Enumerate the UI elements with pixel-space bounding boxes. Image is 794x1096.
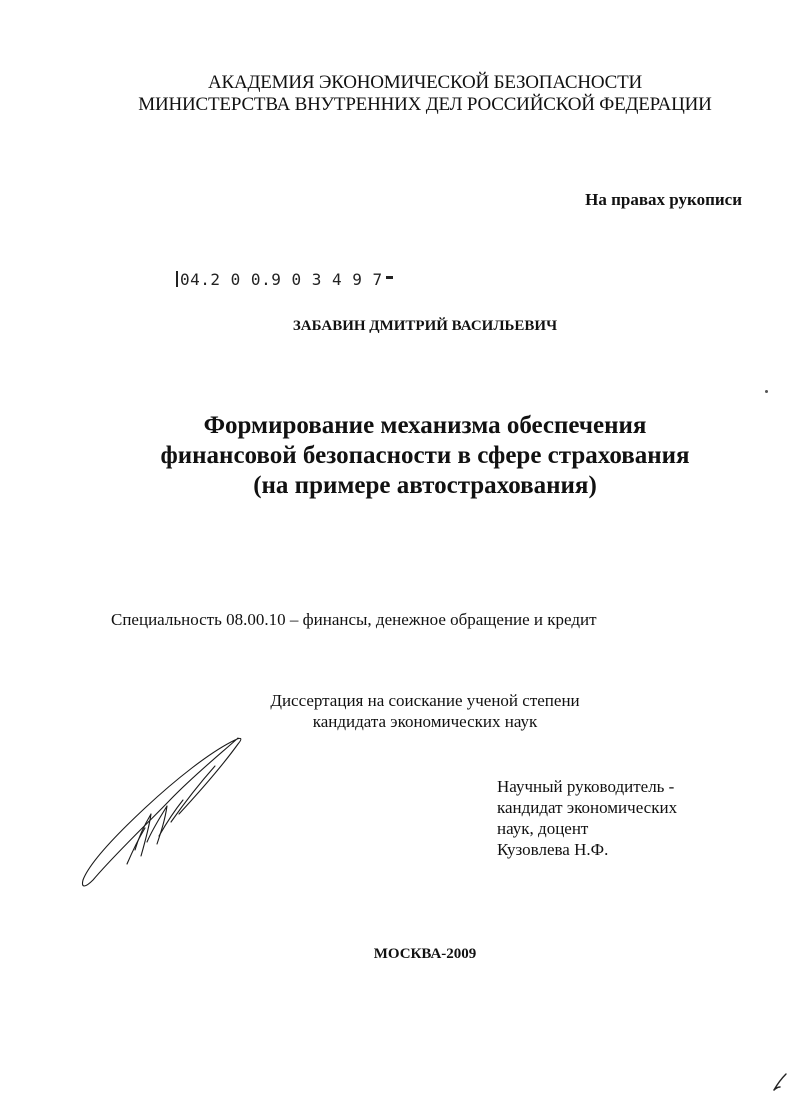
title-line-2: финансовой безопасности в сфере страхования [160,442,690,469]
supervisor-line-3: наук, доцент [497,819,589,838]
city-year: МОСКВА-2009 [373,946,477,962]
supervisor-line-1: Научный руководитель - [497,777,675,796]
registration-stamp [176,270,393,289]
degree-line-1: Диссертация на соискание ученой степени [270,691,580,710]
degree-line-2: кандидата экономических наук [312,712,538,731]
corner-pen-mark [770,1072,790,1092]
handwritten-signature [75,732,250,892]
stamp-bar-mark [176,271,178,287]
organization-line-2: МИНИСТЕРСТВА ВНУТРЕННИХ ДЕЛ РОССИЙСКОЙ ФЕДЕРАЦИИ [138,94,712,115]
stamp-number: 04.2 0 0.9 0 3 4 9 7 [180,270,383,289]
organization-heading [0,72,794,116]
stamp-dash-mark [386,276,393,279]
title-line-3: (на примере автострахования) [253,472,597,499]
supervisor-line-4: Кузовлева Н.Ф. [497,840,609,859]
supervisor-line-2: кандидат экономических [497,798,678,817]
scientific-supervisor [497,776,677,860]
specialty-line: Специальность 08.00.10 – финансы, денежное обращение и кредит [111,610,597,629]
scan-speck [765,390,768,393]
title-line-1: Формирование механизма обеспечения [203,412,647,439]
dissertation-title [0,411,794,501]
degree-statement [0,690,794,732]
manuscript-rights-note: На правах рукописи [585,190,742,209]
author-name: ЗАБАВИН ДМИТРИЙ ВАСИЛЬЕВИЧ [292,318,558,334]
organization-line-1: АКАДЕМИЯ ЭКОНОМИЧЕСКОЙ БЕЗОПАСНОСТИ [207,72,643,93]
